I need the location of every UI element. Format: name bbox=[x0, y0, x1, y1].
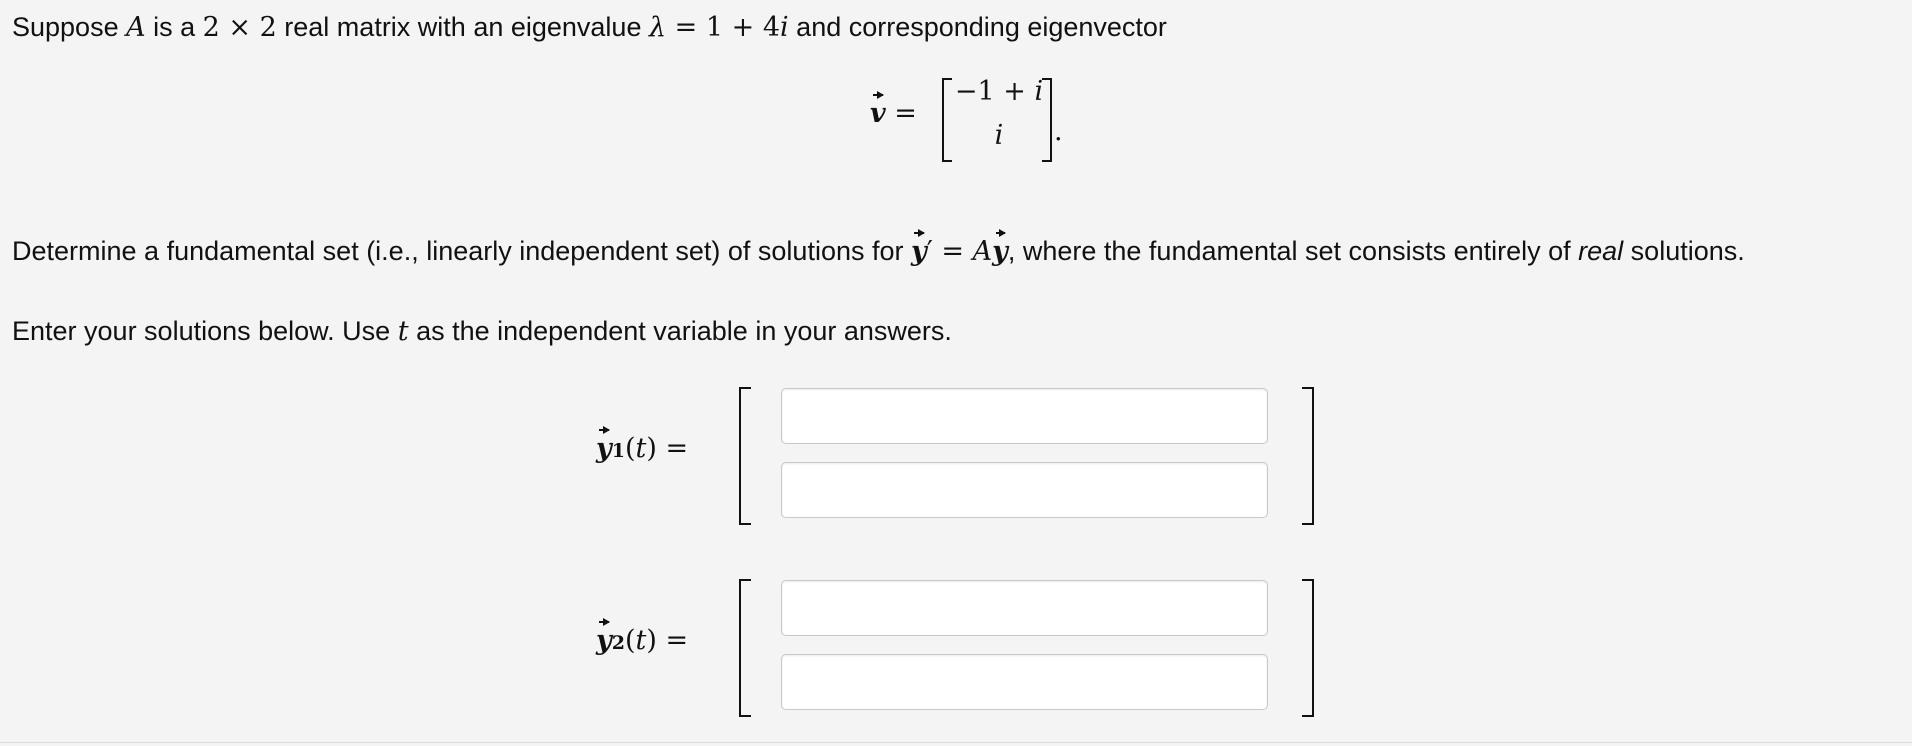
y2-component-2-input[interactable] bbox=[781, 654, 1268, 710]
equals-sign: = bbox=[932, 236, 973, 267]
answer-label-y2 bbox=[596, 625, 688, 656]
matrix-symbol: A bbox=[126, 12, 146, 43]
task-suffix-text: solutions. bbox=[1623, 236, 1745, 266]
real-emphasis: real bbox=[1578, 236, 1624, 266]
entry-top-real: −1 + bbox=[954, 76, 1035, 107]
task-prefix-text: Determine a fundamental set (i.e., linearly independent set) of solutions for bbox=[12, 236, 911, 266]
right-bracket bbox=[1302, 579, 1314, 717]
subscript: 1 bbox=[611, 440, 625, 462]
instruction-prefix: Enter your solutions below. Use bbox=[12, 316, 398, 346]
matrix-symbol: A bbox=[972, 236, 993, 267]
eigenvalue-value: = 1 + 4 bbox=[666, 12, 781, 43]
left-bracket bbox=[739, 579, 751, 717]
right-bracket bbox=[1042, 78, 1052, 162]
answer-label-y1 bbox=[596, 433, 688, 464]
answer-row-y1 bbox=[0, 385, 1912, 525]
instruction-text bbox=[12, 315, 952, 348]
eigenvalue-imaginary-unit: i bbox=[780, 12, 789, 43]
eigenvector-display bbox=[870, 72, 1080, 164]
left-bracket bbox=[942, 78, 952, 162]
task-statement bbox=[12, 235, 1745, 268]
paren-open: ( bbox=[624, 625, 636, 656]
answer-row-y2 bbox=[0, 577, 1912, 717]
eigenvalue-symbol: λ bbox=[648, 12, 667, 43]
y-vector-symbol: y bbox=[911, 236, 927, 267]
argument-t: t bbox=[635, 433, 647, 464]
subscript: 2 bbox=[611, 632, 625, 654]
eigenvector-entry-bottom: i bbox=[994, 120, 1004, 151]
paren-open: ( bbox=[624, 433, 636, 464]
left-bracket bbox=[739, 387, 751, 525]
paren-close: ) bbox=[646, 433, 657, 464]
y2-component-1-input[interactable] bbox=[781, 580, 1268, 636]
equals-sign: = bbox=[656, 625, 689, 656]
intro-prefix-text: Suppose bbox=[12, 12, 127, 42]
independent-variable: t bbox=[397, 316, 409, 347]
instruction-suffix: as the independent variable in your answers. bbox=[408, 316, 952, 346]
matrix-dimensions: 2 × 2 bbox=[202, 12, 277, 43]
intro-mid-text-2: real matrix with an eigenvalue bbox=[276, 12, 649, 42]
intro-suffix-text: and corresponding eigenvector bbox=[788, 12, 1167, 42]
period: . bbox=[1054, 116, 1063, 147]
eigenvector-entry-top bbox=[954, 76, 1044, 107]
divider bbox=[0, 742, 1912, 743]
y-vector-symbol: y bbox=[992, 236, 1008, 267]
task-mid-text: , where the fundamental set consists entirely of bbox=[1007, 236, 1579, 266]
intro-mid-text: is a bbox=[145, 12, 203, 42]
right-bracket bbox=[1302, 387, 1314, 525]
entry-top-imaginary: i bbox=[1034, 76, 1044, 107]
equals-sign: = bbox=[656, 433, 689, 464]
y-vector-symbol: y bbox=[596, 433, 612, 464]
problem-statement bbox=[12, 11, 1167, 44]
y1-component-1-input[interactable] bbox=[781, 388, 1268, 444]
prime-symbol: ′ bbox=[926, 236, 933, 267]
y1-component-2-input[interactable] bbox=[781, 462, 1268, 518]
eigenvector-symbol: v bbox=[870, 98, 886, 129]
argument-t: t bbox=[635, 625, 647, 656]
eigenvector-lhs bbox=[870, 98, 917, 129]
paren-close: ) bbox=[646, 625, 657, 656]
equals-sign: = bbox=[885, 98, 917, 129]
y-vector-symbol: y bbox=[596, 625, 612, 656]
